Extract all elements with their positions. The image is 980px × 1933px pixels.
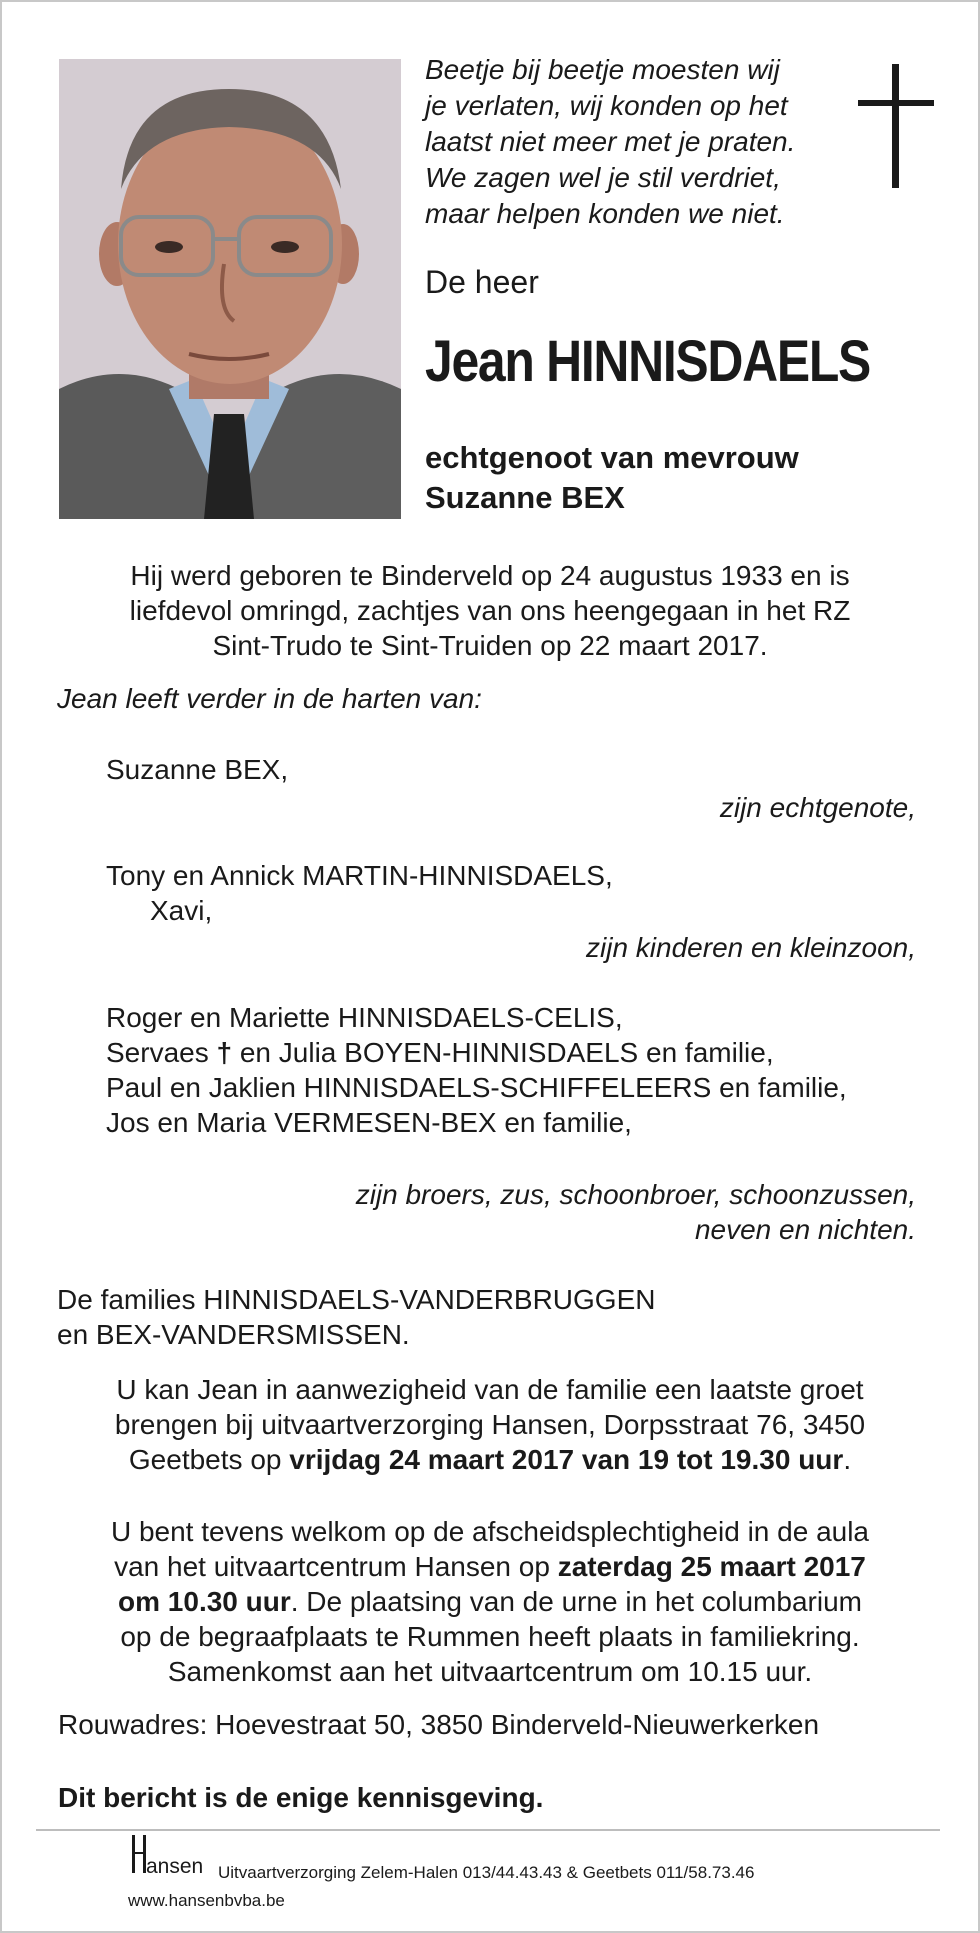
text-span: van het uitvaartcentrum Hansen op — [114, 1551, 558, 1582]
deceased-name: Jean HINNISDAELS — [425, 329, 871, 394]
poem-line: je verlaten, wij konden op het — [425, 90, 788, 121]
survivor-name: Roger en Mariette HINNISDAELS-CELIS, — [106, 1002, 623, 1033]
visitation-line: brengen bij uitvaartverzorging Hansen, Dorpsstraat 76, 3450 — [114, 1409, 866, 1440]
text-span: . — [843, 1444, 852, 1475]
poem-line: laatst niet meer met je praten. — [425, 126, 796, 157]
text-span: . De plaatsing van de urne in het columbarium — [290, 1586, 862, 1617]
spouse-line: echtgenoot van mevrouw — [425, 440, 799, 475]
survivor-name: Xavi, — [150, 895, 213, 926]
spouse-info — [425, 438, 799, 518]
poem-line: Beetje bij beetje moesten wij — [425, 54, 780, 85]
survivor-name: Suzanne BEX, — [106, 754, 289, 785]
spouse-name: Suzanne BEX — [425, 480, 625, 515]
ceremony-line: Samenkomst aan het uitvaartcentrum om 10.15 uur. — [167, 1656, 813, 1687]
honorific: De heer — [425, 264, 539, 300]
survivor-relation: neven en nichten. — [694, 1214, 916, 1245]
survivor-name-part: en Julia BOYEN-HINNISDAELS en familie, — [239, 1037, 774, 1068]
ceremony-line: op de begraafplaats te Rummen heeft plaats in familiekring. — [120, 1621, 860, 1652]
logo-text: ansen — [146, 1855, 204, 1878]
bio-line: liefdevol omringd, zachtjes van ons heengegaan in het RZ — [129, 595, 851, 626]
ceremony-line — [40, 1549, 940, 1584]
notice: Dit bericht is de enige kennisgeving. — [58, 1782, 544, 1813]
ceremony-date: zaterdag 25 maart 2017 — [557, 1551, 866, 1582]
footer-divider — [36, 1829, 940, 1831]
portrait-photo — [59, 59, 401, 519]
visitation-date: vrijdag 24 maart 2017 van 19 tot 19.30 uur — [289, 1444, 844, 1475]
footer-website: www.hansenbvba.be — [128, 1891, 285, 1910]
poem-line: We zagen wel je stil verdriet, — [425, 162, 781, 193]
poem — [425, 52, 845, 232]
ceremony-line: U bent tevens welkom op de afscheidsplechtigheid in de aula — [110, 1516, 870, 1547]
mourning-address: Rouwadres: Hoevestraat 50, 3850 Binderveld-Nieuwerkerken — [58, 1709, 820, 1740]
families-line: en BEX-VANDERSMISSEN. — [57, 1319, 410, 1350]
visitation-info — [40, 1372, 940, 1477]
survivor-relation: zijn broers, zus, schoonbroer, schoonzussen, — [355, 1179, 916, 1210]
biography — [40, 558, 940, 663]
cross-icon — [858, 64, 934, 188]
text-span: Geetbets op — [128, 1444, 290, 1475]
survivor-name: Paul en Jaklien HINNISDAELS-SCHIFFELEERS en familie, — [106, 1072, 847, 1103]
ceremony-line — [40, 1584, 940, 1619]
visitation-line — [40, 1442, 940, 1477]
ceremony-info — [40, 1514, 940, 1689]
bio-line: Hij werd geboren te Binderveld op 24 augustus 1933 en is — [130, 560, 850, 591]
survivor-relation: zijn kinderen en kleinzoon, — [586, 932, 916, 963]
visitation-line: U kan Jean in aanwezigheid van de familie een laatste groet — [116, 1374, 864, 1405]
poem-line: maar helpen konden we niet. — [425, 198, 785, 229]
survivor-relation: zijn echtgenote, — [719, 792, 916, 823]
survivor-name: Tony en Annick MARTIN-HINNISDAELS, — [106, 860, 613, 891]
survivor-name — [106, 1035, 774, 1070]
deceased-cross-icon: † — [216, 1037, 233, 1068]
survivor-name-part: Servaes — [106, 1037, 209, 1068]
bio-line: Sint-Trudo te Sint-Truiden op 22 maart 2017. — [212, 630, 768, 661]
families-line: De families HINNISDAELS-VANDERBRUGGEN — [57, 1284, 656, 1315]
footer-contact: Uitvaartverzorging Zelem-Halen 013/44.43.43 & Geetbets 011/58.73.46 — [218, 1863, 755, 1882]
survivor-name: Jos en Maria VERMESEN-BEX en familie, — [106, 1107, 632, 1138]
ceremony-time: om 10.30 uur — [118, 1586, 291, 1617]
survivors-intro: Jean leeft verder in de harten van: — [57, 683, 482, 714]
